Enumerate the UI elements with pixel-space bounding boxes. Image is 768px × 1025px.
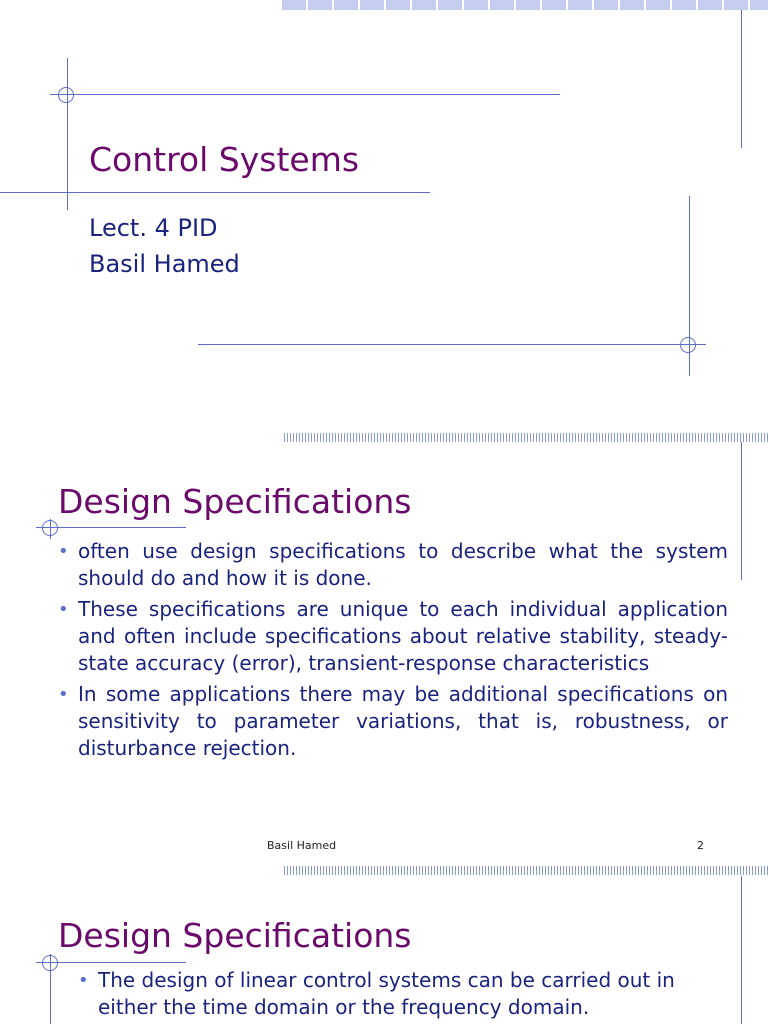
decor-line	[36, 527, 186, 528]
decor-circle	[58, 87, 74, 103]
decor-circle	[680, 337, 696, 353]
slide-3-title: Design Specifications	[58, 916, 412, 955]
slide-divider-stripe	[284, 433, 768, 442]
decor-line	[198, 344, 706, 345]
decor-line	[36, 962, 186, 963]
slide-1-title: Control Systems	[89, 140, 360, 179]
decor-line	[741, 442, 742, 580]
footer-author: Basil Hamed	[267, 839, 337, 852]
list-item: • In some applications there may be additional specifications on sensitivity to parameter variations, that is, robustness, or disturbance rejection.	[56, 681, 728, 762]
decor-line	[50, 94, 560, 95]
list-item: • The design of linear control systems can be carried out in either the time domain or the frequency domain.	[76, 967, 736, 1021]
lecture-label: Lect. 4 PID	[89, 214, 218, 242]
page-number: 2	[697, 839, 704, 852]
decor-line	[0, 192, 430, 193]
decor-line	[741, 10, 742, 148]
top-checker-band	[282, 0, 768, 10]
slide-2-title: Design Specifications	[58, 482, 412, 521]
decor-circle	[42, 520, 58, 536]
decor-line	[741, 876, 742, 1024]
slide-3-bullets	[76, 967, 736, 1025]
list-item: • These specifications are unique to each individual application and often include specifications about relative stability, steady-state accuracy (error), transient-response characteristics	[56, 596, 728, 677]
slide-2-bullets	[56, 538, 728, 766]
decor-line	[67, 58, 68, 210]
list-item: • often use design specifications to describe what the system should do and how it is done.	[56, 538, 728, 592]
author-name: Basil Hamed	[89, 250, 240, 278]
decor-circle	[42, 955, 58, 971]
slide-divider-stripe	[284, 866, 768, 875]
